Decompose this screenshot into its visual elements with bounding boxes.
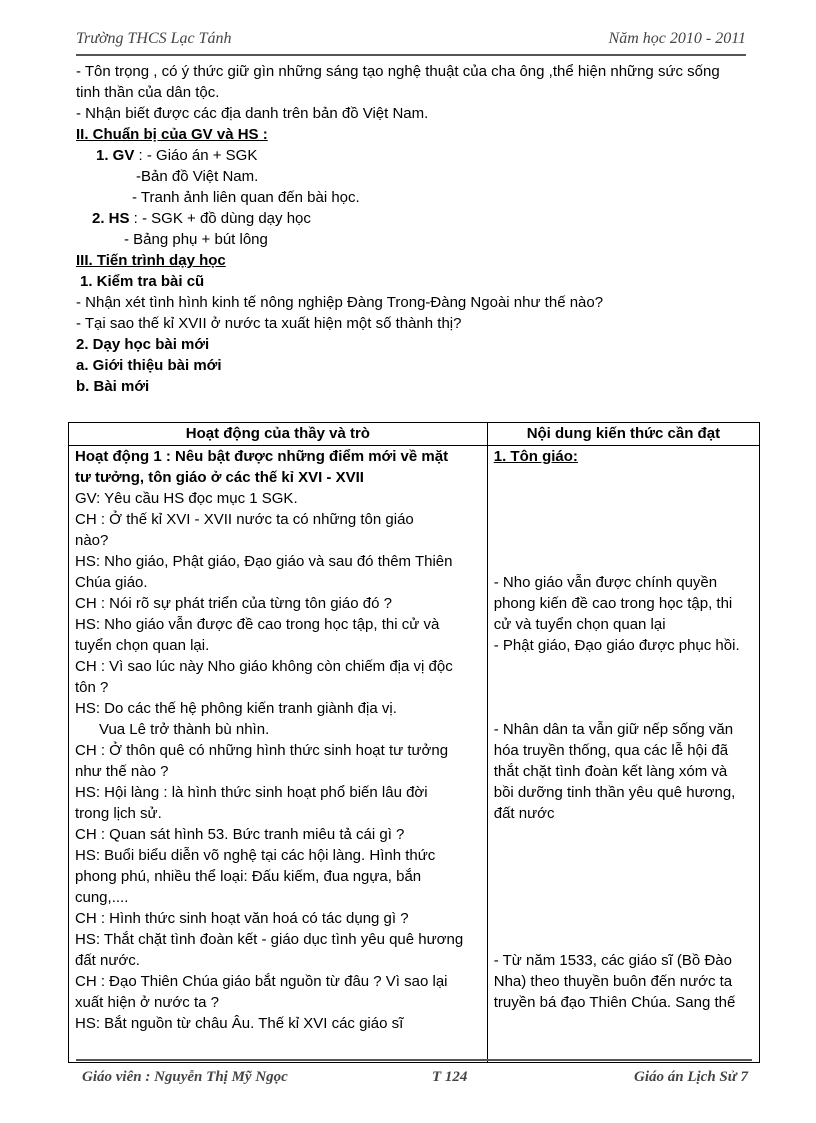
activity-line: HS: Nho giáo, Phật giáo, Đạo giáo và sau đó thêm Thiên [75, 553, 453, 570]
activity-line: xuất hiện ở nước ta ? [75, 994, 219, 1011]
objective-line: tinh thần của dân tộc. [76, 84, 220, 101]
spacer [494, 824, 753, 950]
subheading-teach: 2. Dạy học bài mới [76, 336, 210, 353]
section-heading-preparation: II. Chuẩn bị của GV và HS : [76, 126, 268, 143]
school-year: Năm học 2010 - 2011 [608, 30, 746, 47]
activity-line: nào? [75, 532, 109, 549]
activity-line: HS: Buổi biểu diễn võ nghệ tại các hội làng. Hình thức [75, 847, 436, 864]
content-line: cử và tuyển chọn quan lại [493, 616, 666, 633]
activity-line: Chúa giáo. [75, 574, 148, 591]
hs-item: - Bảng phụ + bút lông [124, 231, 268, 248]
content-line: phong kiến đề cao trong học tập, thi [493, 595, 733, 612]
section-heading-process: III. Tiến trình dạy học [76, 252, 226, 269]
activity-line: CH : Đạo Thiên Chúa giáo bắt nguồn từ đâu ? Vì sao lại [75, 973, 448, 990]
column-header-activities: Hoạt động của thầy và trò [69, 423, 488, 446]
content-line: - Nhân dân ta vẫn giữ nếp sống văn [493, 721, 734, 738]
content-line: thắt chặt tình đoàn kết làng xóm và [493, 763, 728, 780]
teacher-name: Giáo viên : Nguyễn Thị Mỹ Ngọc [82, 1069, 288, 1085]
activity-line: HS: Hội làng : là hình thức sinh hoạt phổ biến lâu đời [75, 784, 428, 801]
activity-line: HS: Thắt chặt tình đoàn kết - giáo dục tình yêu quê hương [75, 931, 464, 948]
page-number: T 124 [432, 1069, 468, 1085]
subheading-check: 1. Kiểm tra bài cũ [80, 273, 205, 290]
objective-line: - Tôn trọng , có ý thức giữ gìn những sáng tạo nghệ thuật của cha ông ,thể hiện những sức sống [76, 63, 720, 80]
gv-item: : - Giáo án + SGK [134, 147, 258, 164]
content-line: - Từ năm 1533, các giáo sĩ (Bồ Đào [493, 952, 732, 969]
subheading-intro: a. Giới thiệu bài mới [76, 357, 222, 374]
review-question: - Nhận xét tình hình kinh tế nông nghiệp Đàng Trong-Đàng Ngoài như thế nào? [76, 294, 604, 311]
content-cell [487, 446, 759, 1063]
table-row [69, 446, 760, 1063]
activity-line: HS: Nho giáo vẫn được đề cao trong học tập, thi cử và [75, 616, 440, 633]
hs-label: 2. HS [92, 210, 130, 227]
content-line: hóa truyền thống, qua các lễ hội đã [493, 742, 729, 759]
activity-title: Hoạt động 1 : Nêu bật được những điểm mới về mặt [75, 448, 449, 465]
page-header [76, 28, 746, 56]
gv-item: -Bản đồ Việt Nam. [136, 168, 259, 185]
school-name: Trường THCS Lạc Tánh [76, 30, 232, 47]
activity-line: CH : Hình thức sinh hoạt văn hoá có tác dụng gì ? [75, 910, 409, 927]
activity-line: cung,.... [75, 889, 129, 906]
lesson-intro [76, 61, 756, 397]
lesson-table [68, 422, 760, 1063]
spacer [494, 467, 753, 572]
content-line: - Nho giáo vẫn được chính quyền [493, 574, 718, 591]
activity-line: đất nước. [75, 952, 140, 969]
activity-line: như thế nào ? [75, 763, 169, 780]
activity-line: phong phú, nhiều thể loại: Đấu kiếm, đua ngựa, bắn [75, 868, 422, 885]
table-header-row [69, 423, 760, 446]
activity-line: CH : Vì sao lúc này Nho giáo không còn chiếm địa vị độc [75, 658, 453, 675]
subject-label: Giáo án Lịch Sử 7 [633, 1069, 748, 1085]
activity-line: HS: Bắt nguồn từ châu Âu. Thế kỉ XVI các giáo sĩ [75, 1015, 404, 1032]
gv-preparation [76, 145, 756, 166]
activity-line: GV: Yêu cầu HS đọc mục 1 SGK. [75, 490, 298, 507]
gv-item: - Tranh ảnh liên quan đến bài học. [132, 189, 360, 206]
activity-line: HS: Do các thế hệ phông kiến tranh giành địa vị. [75, 700, 397, 717]
subheading-lesson: b. Bài mới [76, 378, 150, 395]
activity-title: tư tưởng, tôn giáo ở các thế kỉ XVI - XVII [75, 469, 364, 486]
review-question: - Tại sao thế kỉ XVII ở nước ta xuất hiện một số thành thị? [76, 315, 462, 332]
activity-line: CH : Ở thôn quê có những hình thức sinh hoạt tư tưởng [75, 742, 449, 759]
content-line: đất nước [493, 805, 555, 822]
activity-line: CH : Nói rõ sự phát triển của từng tôn giáo đó ? [75, 595, 392, 612]
page-footer [76, 1059, 752, 1091]
gv-label: 1. GV [96, 147, 135, 164]
activity-line: CH : Quan sát hình 53. Bức tranh miêu tả cái gì ? [75, 826, 405, 843]
activity-line: tuyển chọn quan lại. [75, 637, 210, 654]
activity-line: trong lịch sử. [75, 805, 162, 822]
column-header-content: Nội dung kiến thức cần đạt [487, 423, 759, 446]
hs-item: : - SGK + đồ dùng dạy học [129, 210, 311, 227]
activity-line: tôn ? [75, 679, 109, 696]
content-heading: 1. Tôn giáo: [493, 448, 578, 465]
activity-line: CH : Ở thế kỉ XVI - XVII nước ta có những tôn giáo [75, 511, 414, 528]
activities-cell [69, 446, 488, 1063]
spacer [494, 656, 753, 719]
content-line: bồi dưỡng tinh thần yêu quê hương, [493, 784, 736, 801]
activity-line: Vua Lê trở thành bù nhìn. [99, 721, 270, 738]
content-line: truyền bá đạo Thiên Chúa. Sang thế [493, 994, 736, 1011]
content-line: - Phật giáo, Đạo giáo được phục hồi. [493, 637, 740, 654]
objective-line: - Nhận biết được các địa danh trên bản đồ Việt Nam. [76, 105, 429, 122]
content-line: Nha) theo thuyền buôn đến nước ta [493, 973, 733, 990]
hs-preparation [76, 208, 756, 229]
